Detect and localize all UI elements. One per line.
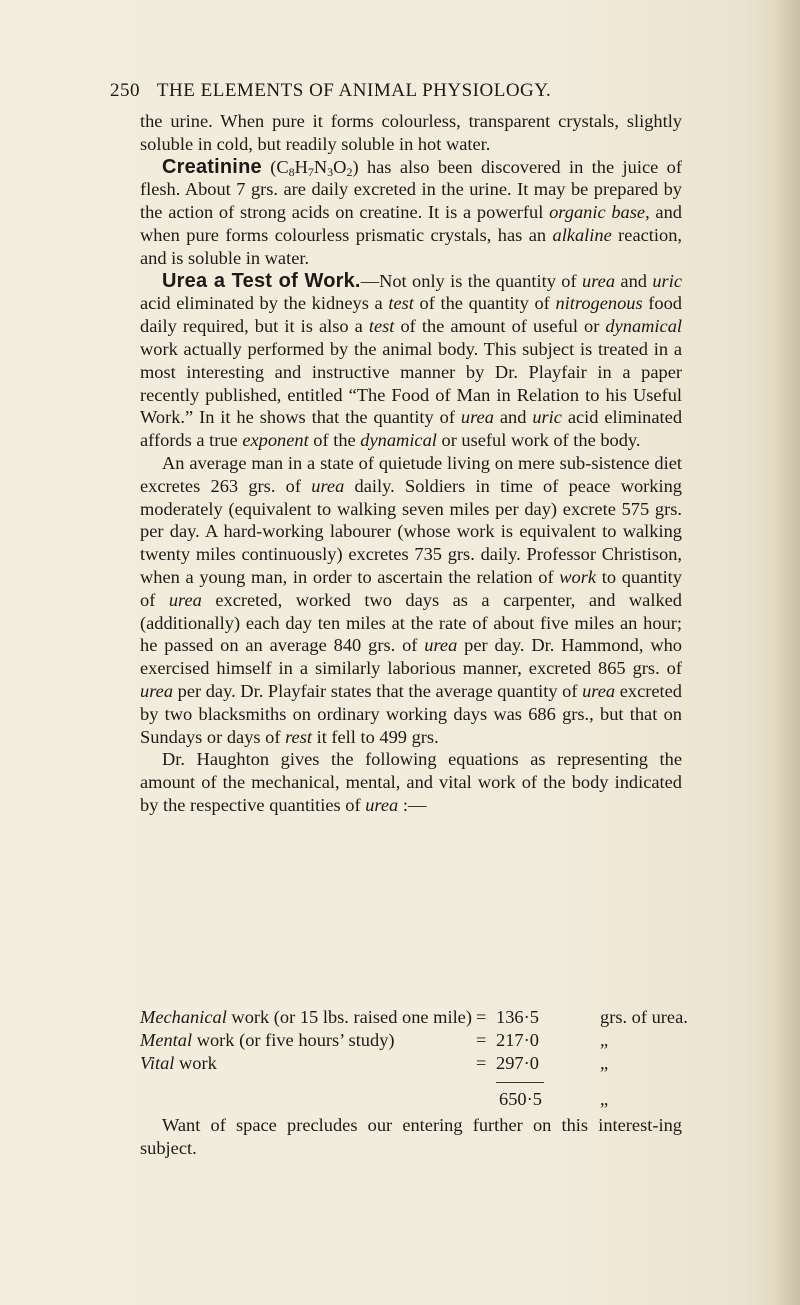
sum-rule	[496, 1082, 544, 1083]
running-header	[110, 80, 690, 102]
closing-text	[140, 1114, 682, 1160]
page-edge-shadow	[774, 0, 800, 1305]
paragraph-haughton: Dr. Haughton gives the following equations as representing the amount of the mechanical, mental, and vital work of the body indicated by the respective quantities of urea :—	[140, 749, 682, 815]
heading-creatinine: Creatinine	[162, 155, 262, 178]
formula-creatinine: $(C_8H_7N_3O_2)$	[270, 156, 359, 179]
equations-table	[140, 1006, 688, 1109]
equation-total: 650·5 „	[499, 1089, 609, 1109]
body-text	[140, 110, 682, 817]
equation-row-mental: Mental work (or five hours’ study) = 217·0 „	[140, 1029, 609, 1050]
paragraph-creatinine: Creatinine $(C_8H_7N_3O_2)$ has also been discovered in the juice of flesh. About 7 grs. are daily excreted in the urine. It may be prepared by the action of strong acids on creatine. It is a powerful organic base, and when pure forms colourless prismatic crystals, has an alkaline reaction, and is soluble in water.	[140, 155, 682, 268]
heading-urea-test-of-work: Urea a Test of Work.	[162, 269, 361, 292]
running-title: THE ELEMENTS OF ANIMAL PHYSIOLOGY.	[156, 80, 552, 101]
paragraph-urea-test: Urea a Test of Work.—Not only is the quantity of urea and uric acid eliminated by the kidneys a test of the quantity of nitrogenous food daily required, but it is also a test of the amount of useful or dynamical work actually performed by the animal body. This subject is treated in a most interesting and instructive manner by Dr. Playfair in a paper recently published, entitled “The Food of Man in Relation to his Useful Work.” In it he shows that the quantity of urea and uric acid eliminated affords a true exponent of the dynamical or useful work of the body.	[140, 269, 683, 451]
page-number: 250	[110, 80, 140, 101]
equation-row-mechanical: Mechanical work (or 15 lbs. raised one mile) = 136·5 grs. of urea.	[140, 1007, 688, 1027]
equation-row-vital: Vital work = 297·0 „	[140, 1052, 609, 1073]
paragraph-average-man: An average man in a state of quietude living on mere sub-sistence diet excretes 263 grs. of urea daily. Soldiers in time of peace working moderately (equivalent to walking seven miles per day) excrete 575 grs. per day. A hard-working labourer (whose work is equivalent to walking twenty miles continuously) excretes 735 grs. daily. Professor Christison, when a young man, in order to ascertain the relation of work to quantity of urea excreted, worked two days as a carpenter, and walked (additionally) each day ten miles at the rate of about five miles an hour; he passed on an average 840 grs. of urea per day. Dr. Hammond, who exercised himself in a similarly laborious manner, excreted 865 grs. of urea per day. Dr. Playfair states that the average quantity of urea excreted by two blacksmiths on ordinary working days was 686 grs., but that on Sundays or days of rest it fell to 499 grs.	[140, 452, 682, 747]
paragraph-closing: Want of space precludes our entering further on this interest-ing subject.	[140, 1115, 682, 1158]
paragraph-urine-continued: the urine. When pure it forms colourless, transparent crystals, slightly soluble in cold, but readily soluble in hot water.	[140, 111, 682, 154]
